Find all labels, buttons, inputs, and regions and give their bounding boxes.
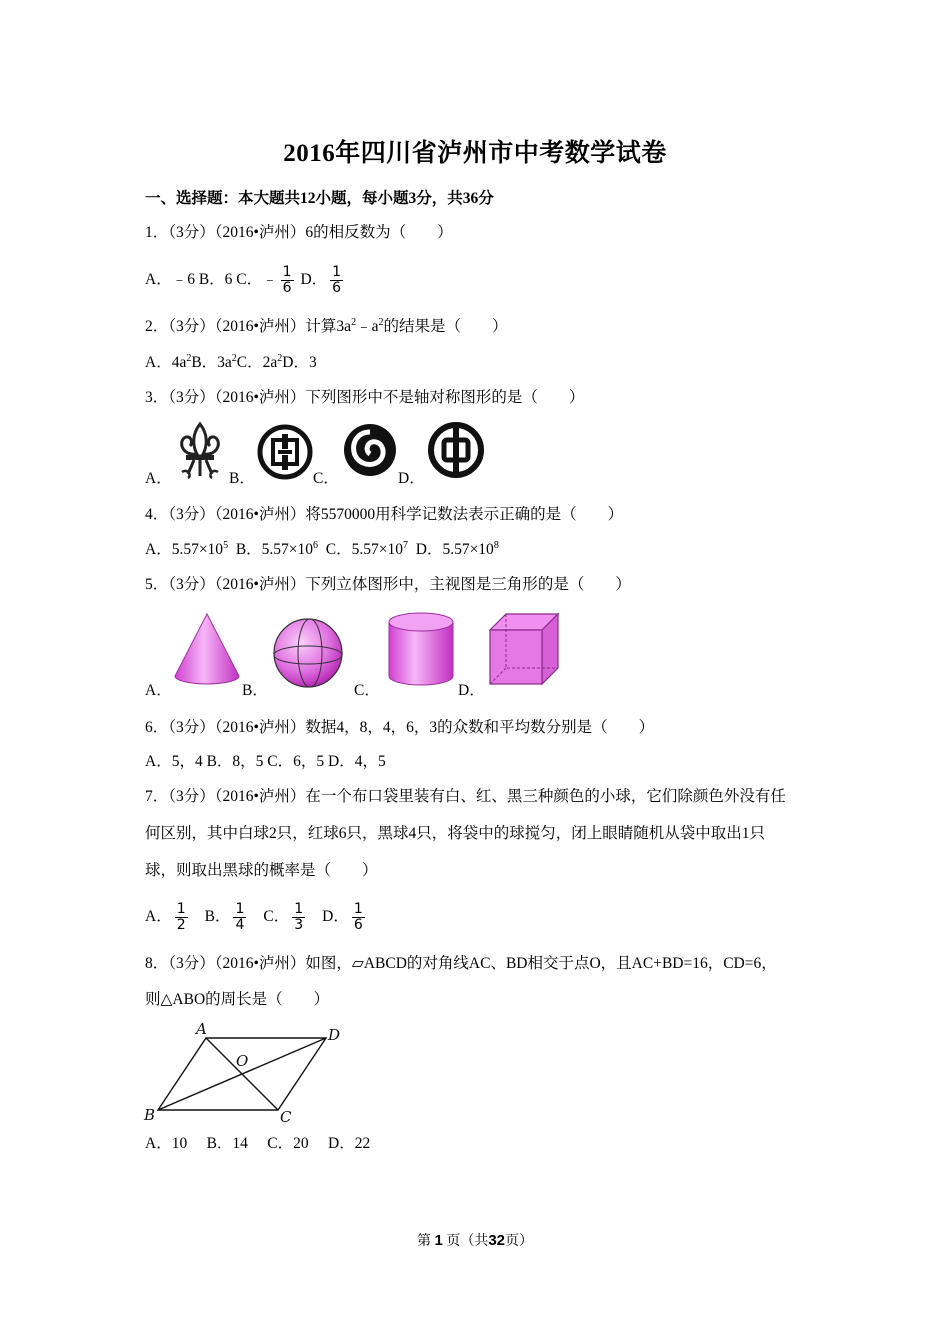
option-c: C． [313, 470, 339, 487]
option-c: C．5.57×10 [325, 541, 403, 558]
center-label-o: O [236, 1052, 249, 1070]
option-d: D． [398, 470, 425, 487]
fraction: $\frac{1}{3}$ [294, 900, 304, 933]
question-8-line-1: 8．（3分）（2016•泸州）如图，▱ABCD的对角线AC、BD相交于点O，且AC+BD=16，CD=6， [145, 955, 777, 972]
icbc-logo-icon [256, 423, 314, 481]
cube-figure [486, 610, 564, 688]
option-b: B．6 [198, 271, 233, 288]
question-7-line-3: 球，则取出黑球的概率是（ ） [145, 862, 378, 879]
question-1-stem: 1．（3分）（2016•泸州）6的相反数为（ ） [145, 224, 453, 241]
option-d: D．3 [282, 354, 317, 371]
option-b: B． [204, 908, 231, 925]
fraction: $\frac{1}{2}$ [176, 900, 186, 933]
option-c: C．2a [236, 354, 278, 371]
option-d: D． [300, 271, 328, 288]
vertex-label-c: C [280, 1108, 292, 1126]
spiral-logo-icon [340, 420, 400, 480]
option-a: A． [145, 908, 172, 925]
question-6-stem: 6．（3分）（2016•泸州）数据4，8，4，6，3的众数和平均数分别是（ ） [145, 719, 655, 736]
cone-figure [172, 610, 242, 686]
option-a: A． [145, 470, 172, 487]
question-4-options: A．$5.57\times 10^5$ B．$5.57\times 10^6$ C．$5.57\times 10^7$ D．$5.57\times 10^8$ [145, 539, 499, 558]
question-7-options [145, 898, 368, 936]
sphere-figure [270, 616, 346, 690]
option-a: A．4a [145, 354, 187, 371]
page-total: 32 [488, 1232, 506, 1249]
page-title: 2016年四川省泸州市中考数学试卷 [283, 140, 667, 167]
question-7-line-1: 7．（3分）（2016•泸州）在一个布口袋里装有白、红、黑三种颜色的小球，它们除颜色外没有任 [145, 788, 786, 805]
question-8-options: A．10 B．14 C．20 D．22 [145, 1135, 371, 1152]
fraction: $\frac{1}{6}$ [332, 263, 342, 296]
parallelogram-diagram [140, 1018, 350, 1128]
option-c: C． [354, 682, 380, 699]
option-d: D． [322, 908, 349, 925]
question-6-options: A．5，4 B．8，5 C．6，5 D．4，5 [145, 753, 386, 770]
option-a: A．﹣6 [145, 271, 195, 288]
question-2-options: A．$4a^2B$．$3a^2C$．$2a^2D$．3 [145, 352, 317, 371]
option-a: A． [145, 682, 172, 699]
fraction: $\frac{1}{6}$ [353, 900, 363, 933]
question-7-line-2: 何区别，其中白球2只，红球6只，黑球4只，将袋中的球搅匀，闭上眼睛随机从袋中取出1只 [145, 825, 766, 842]
bank-of-china-logo-icon [426, 420, 486, 480]
vertex-label-d: D [328, 1026, 341, 1044]
option-b: B． [229, 470, 255, 487]
question-5-stem: 5．（3分）（2016•泸州）下列立体图形中，主视图是三角形的是（ ） [145, 576, 631, 593]
option-a: A．5.57×10 [145, 541, 224, 558]
section-heading: 一、选择题：本大题共12小题，每小题3分，共36分 [145, 190, 494, 207]
question-4-stem: 4．（3分）（2016•泸州）将5570000用科学记数法表示正确的是（ ） [145, 506, 624, 523]
vertex-label-a: A [196, 1020, 207, 1038]
question-8-line-2: 则△ABO的周长是（ ） [145, 991, 330, 1008]
vertex-label-b: B [144, 1106, 156, 1124]
option-b: B．5.57×10 [235, 541, 314, 558]
fraction: $\frac{1}{4}$ [235, 900, 245, 933]
page-number: 1 [434, 1232, 443, 1249]
option-c: C． [263, 908, 290, 925]
fraction: $\frac{1}{6}$ [282, 263, 292, 296]
question-1-options [145, 262, 346, 298]
question-2-stem: 2．（3分）（2016•泸州）计算$3a^2﹣a^2$的结果是（ ） [145, 316, 508, 335]
option-c: C．﹣ [236, 271, 278, 288]
option-d: D． [458, 682, 485, 699]
page-footer: 第 1 页（共32页） [416, 1232, 534, 1249]
cylinder-figure [385, 610, 457, 688]
option-b: B．3a [191, 354, 232, 371]
option-d: D．5.57×10 [415, 541, 494, 558]
fleur-de-lis-icon [170, 420, 230, 482]
option-b: B． [242, 682, 268, 699]
question-3-stem: 3．（3分）（2016•泸州）下列图形中不是轴对称图形的是（ ） [145, 389, 585, 406]
